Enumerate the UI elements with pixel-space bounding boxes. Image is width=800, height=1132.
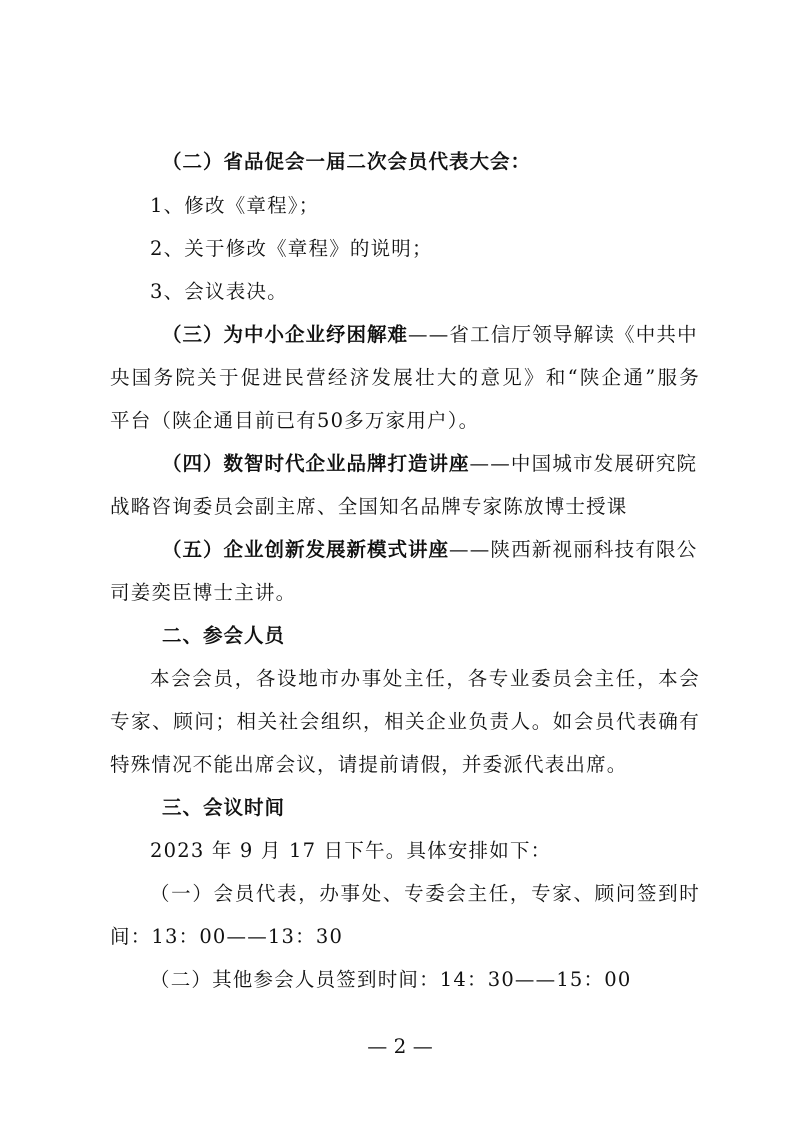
paragraph-line: 战略咨询委员会副主席、全国知名品牌专家陈放博士授课 — [110, 495, 628, 518]
paragraph-line — [162, 536, 700, 564]
sub-heading-congress: （二）省品促会一届二次会员代表大会： — [162, 150, 532, 173]
paragraph-line: 专家、顾问；相关社会组织，相关企业负责人。如会员代表确有 — [110, 710, 700, 733]
list-item: 2、关于修改《章程》的说明； — [150, 237, 433, 260]
paragraph-line — [162, 321, 700, 349]
paragraph-line: （二）其他参会人员签到时间：14：30——15：00 — [150, 968, 632, 991]
sub-heading-sme: （三）为中小企业纾困解难 — [162, 323, 409, 346]
section-heading-attendees: 二、参会人员 — [162, 624, 286, 647]
paragraph-line: 本会会员，各设地市办事处主任，各专业委员会主任，本会 — [150, 667, 700, 690]
paragraph-line: 间：13：00——13：30 — [110, 925, 344, 948]
paragraph-line: 央国务院关于促进民营经济发展壮大的意见》和“陕企通”服务 — [110, 366, 700, 389]
sub-heading-brand: （四）数智时代企业品牌打造讲座 — [162, 452, 470, 475]
paragraph-line: 平台（陕企通目前已有50多万家用户）。 — [110, 409, 480, 432]
section-heading-time: 三、会议时间 — [162, 796, 286, 819]
paragraph-line — [162, 450, 700, 478]
paragraph-line: （一）会员代表，办事处、专委会主任，专家、顾问签到时 — [150, 882, 700, 905]
paragraph-text: ——省工信厅领导解读《中共中 — [408, 323, 698, 346]
paragraph-line: 2023 年 9 月 17 日下午。具体安排如下： — [150, 839, 552, 862]
paragraph-line: 司姜奕臣博士主讲。 — [110, 581, 297, 604]
paragraph-text: ——中国城市发展研究院 — [469, 452, 698, 475]
list-item: 1、修改《章程》； — [150, 194, 320, 217]
sub-heading-innovation: （五）企业创新发展新模式讲座 — [162, 538, 450, 561]
paragraph-line: 特殊情况不能出席会议，请提前请假，并委派代表出席。 — [110, 753, 628, 776]
paragraph-text: ——陕西新视丽科技有限公 — [449, 538, 698, 561]
page-number: — 2 — — [367, 1034, 433, 1058]
list-item: 3、会议表决。 — [150, 280, 288, 303]
